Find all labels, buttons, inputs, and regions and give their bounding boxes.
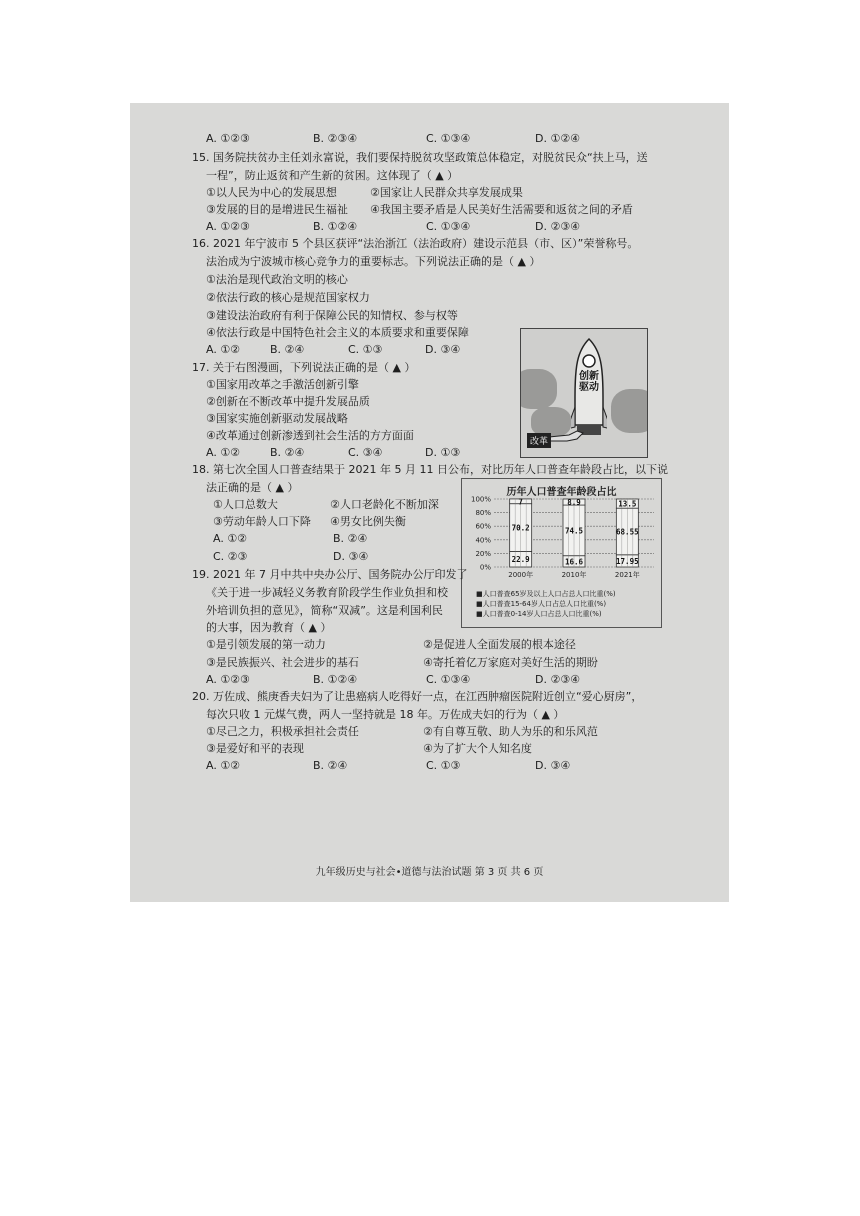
data-label: 17.95 (616, 556, 639, 566)
smoke-cloud (611, 389, 648, 433)
q19-item-4: ④寄托着亿万家庭对美好生活的期盼 (423, 656, 598, 669)
q20-option-c[interactable]: C. ①③ (426, 759, 461, 772)
q20-item-4: ④为了扩大个人知名度 (423, 742, 532, 755)
y-tick-label: 20% (475, 549, 491, 558)
x-tick-label: 2000年 (508, 571, 534, 579)
q16-option-d[interactable]: D. ③④ (425, 343, 461, 356)
legend-item-15-64: ■人口普查15-64岁人口占总人口比重(%) (476, 600, 607, 608)
q16-stem-line2: 法治成为宁波城市核心竞争力的重要标志。下列说法正确的是（ ▲ ） (206, 255, 541, 268)
y-tick-label: 0% (479, 563, 491, 572)
q14-option-d[interactable]: D. ①②④ (535, 132, 581, 145)
q17-option-c[interactable]: C. ③④ (348, 446, 383, 459)
q16-option-c[interactable]: C. ①③ (348, 343, 383, 356)
q18-item-3: ③劳动年龄人口下降 (213, 515, 311, 528)
q18-item-4: ④男女比例失衡 (330, 515, 406, 528)
q19-item-1: ①是引领发展的第一动力 (206, 638, 326, 651)
legend-item-65plus: ■人口普查65岁及以上人口占总人口比重(%) (476, 590, 616, 598)
data-label: 7 (518, 497, 523, 507)
reform-innovation-cartoon (520, 328, 648, 458)
q14-option-c[interactable]: C. ①③④ (426, 132, 471, 145)
q16-item-3: ③建设法治政府有利于保障公民的知情权、参与权等 (206, 309, 458, 322)
population-age-chart (461, 478, 662, 628)
q20-option-a[interactable]: A. ①② (206, 759, 241, 772)
q19-item-3: ③是民族振兴、社会进步的基石 (206, 656, 359, 669)
y-tick-label: 40% (475, 536, 491, 545)
page-footer: 九年级历史与社会•道德与法治试题 第 3 页 共 6 页 (315, 867, 544, 878)
x-tick-label: 2021年 (614, 571, 640, 579)
q19-option-d[interactable]: D. ②③④ (535, 673, 581, 686)
q15-option-b[interactable]: B. ①②④ (313, 220, 358, 233)
q17-stem: 17. 关于右图漫画，下列说法正确的是（ ▲ ） (192, 361, 416, 374)
q20-stem-line1: 20. 万佐成、熊庚香夫妇为了让患癌病人吃得好一点，在江西肿瘤医院附近创立“爱心厨房”， (192, 690, 643, 703)
q16-item-2: ②依法行政的核心是规范国家权力 (206, 291, 370, 304)
q18-item-1: ①人口总数大 (213, 498, 278, 511)
q17-item-2: ②创新在不断改革中提升发展品质 (206, 395, 370, 408)
q19-option-c[interactable]: C. ①③④ (426, 673, 471, 686)
q14-option-b[interactable]: B. ②③④ (313, 132, 358, 145)
q20-stem-line2: 每次只收 1 元煤气费，两人一坚持就是 18 年。万佐成夫妇的行为（ ▲ ） (206, 708, 565, 721)
q15-item-2: ②国家让人民群众共享发展成果 (370, 186, 523, 199)
q14-option-a[interactable]: A. ①②③ (206, 132, 250, 145)
q17-item-1: ①国家用改革之手激活创新引擎 (206, 378, 359, 391)
q19-stem-line2: 《关于进一步减轻义务教育阶段学生作业负担和校 (206, 586, 448, 599)
y-tick-label: 60% (475, 522, 491, 531)
data-label: 74.5 (564, 526, 584, 536)
q20-item-1: ①尽己之力，积极承担社会责任 (206, 725, 359, 738)
data-label: 68.55 (616, 527, 639, 537)
q15-option-d[interactable]: D. ②③④ (535, 220, 581, 233)
q18-option-c[interactable]: C. ②③ (213, 550, 248, 563)
x-tick-label: 2010年 (561, 571, 587, 579)
q20-item-3: ③是爱好和平的表现 (206, 742, 304, 755)
q15-stem-line2: 一程”，防止返贫和产生新的贫困。这体现了（ ▲ ） (206, 169, 459, 182)
q15-option-a[interactable]: A. ①②③ (206, 220, 250, 233)
q17-item-4: ④改革通过创新渗透到社会生活的方方面面 (206, 429, 414, 442)
q15-option-c[interactable]: C. ①③④ (426, 220, 471, 233)
q19-stem-line3: 外培训负担的意见》，简称“双减”。这是利国利民 (206, 604, 443, 617)
q18-item-2: ②人口老龄化不断加深 (330, 498, 439, 511)
q20-option-b[interactable]: B. ②④ (313, 759, 348, 772)
q16-item-4: ④依法行政是中国特色社会主义的本质要求和重要保障 (206, 326, 469, 339)
q19-stem-line4: 的大事，因为教育（ ▲ ） (206, 621, 332, 634)
q18-stem-line1: 18. 第七次全国人口普查结果于 2021 年 5 月 11 日公布，对比历年人口普查年龄段占比，以下说 (192, 463, 668, 476)
exam-page (130, 103, 729, 902)
q15-stem-line1: 15. 国务院扶贫办主任刘永富说，我们要保持脱贫攻坚政策总体稳定，对脱贫民众“扶上马，送 (192, 151, 648, 164)
legend-item-0-14: ■人口普查0-14岁人口占总人口比重(%) (476, 610, 602, 618)
q18-option-b[interactable]: B. ②④ (333, 532, 368, 545)
q20-option-d[interactable]: D. ③④ (535, 759, 571, 772)
rocket-text: 创新驱动 (579, 371, 599, 393)
q18-stem-line2: 法正确的是（ ▲ ） (206, 481, 299, 494)
q16-item-1: ①法治是现代政治文明的核心 (206, 273, 348, 286)
q19-option-b[interactable]: B. ①②④ (313, 673, 358, 686)
q15-item-1: ①以人民为中心的发展思想 (206, 186, 337, 199)
smoke-cloud (520, 369, 557, 409)
reform-label: 改革 (527, 433, 551, 448)
q18-option-d[interactable]: D. ③④ (333, 550, 369, 563)
y-tick-label: 100% (470, 495, 491, 504)
q20-item-2: ②有自尊互敬、助人为乐的和乐风范 (423, 725, 598, 738)
q17-option-b[interactable]: B. ②④ (270, 446, 305, 459)
q19-stem-line1: 19. 2021 年 7 月中共中央办公厅、国务院办公厅印发了 (192, 568, 468, 581)
q15-item-3: ③发展的目的是增进民生福祉 (206, 203, 348, 216)
q17-option-d[interactable]: D. ①③ (425, 446, 461, 459)
q16-option-b[interactable]: B. ②④ (270, 343, 305, 356)
chart-title: 历年人口普查年龄段占比 (506, 487, 617, 498)
data-label: 22.9 (511, 555, 530, 565)
y-tick-label: 80% (475, 509, 491, 518)
q16-stem-line1: 16. 2021 年宁波市 5 个县区获评“法治浙江（法治政府）建设示范县（市、区）”荣誉称号。 (192, 237, 639, 250)
q15-item-4: ④我国主要矛盾是人民美好生活需要和返贫之间的矛盾 (370, 203, 633, 216)
q19-option-a[interactable]: A. ①②③ (206, 673, 250, 686)
q19-item-2: ②是促进人全面发展的根本途径 (423, 638, 576, 651)
hand-icon (547, 425, 587, 445)
q18-option-a[interactable]: A. ①② (213, 532, 248, 545)
data-label: 13.5 (618, 499, 637, 509)
data-label: 70.2 (511, 523, 530, 533)
data-label: 8.9 (567, 498, 581, 508)
data-label: 16.6 (564, 557, 584, 567)
q17-item-3: ③国家实施创新驱动发展战略 (206, 412, 348, 425)
q16-option-a[interactable]: A. ①② (206, 343, 241, 356)
q17-option-a[interactable]: A. ①② (206, 446, 241, 459)
